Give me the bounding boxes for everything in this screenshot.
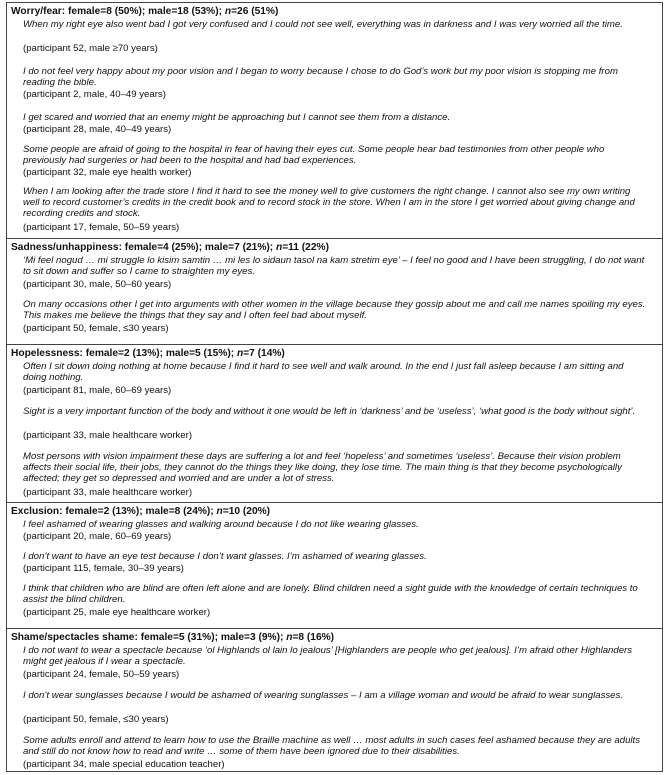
section-hopelessness	[7, 344, 662, 502]
quote-citation: (participant 32, male eye health worker)	[23, 167, 192, 178]
n-label: n	[224, 6, 232, 17]
quote-citation: (participant 25, male eye healthcare worker)	[23, 607, 211, 618]
total-count: =10 (20%)	[222, 506, 271, 517]
section-header	[11, 506, 270, 518]
total-count: =7 (14%)	[243, 348, 285, 359]
quote-text: I don’t wear sunglasses because I would be ashamed of wearing sunglasses – I am a village woman and would be afraid to wear sunglasses.	[23, 690, 623, 701]
category-label: Worry/fear	[11, 6, 62, 17]
quotes-table	[6, 2, 663, 772]
section-header	[11, 6, 278, 18]
quote-text: I don’t want to have an eye test because I don’t want glasses. I’m ashamed of wearing glasses.	[23, 551, 427, 562]
section-header	[11, 632, 334, 644]
quote-text: ‘Mi feel nogud … mi struggle lo kisim samtin … mi les lo sidaun tasol na kam stretim eye’ – I feel no good and I have been struggling, I do not want to sit down and suffer so I came to straighten my eyes.	[23, 255, 645, 278]
quote-citation: (participant 52, male ≥70 years)	[23, 43, 158, 54]
quote-citation: (participant 20, male, 60–69 years)	[23, 531, 172, 542]
gender-counts: : female=2 (13%); male=8 (24%);	[59, 506, 217, 517]
quote-text: I do not feel very happy about my poor vision and I began to worry because I chose to do God’s work but my poor vision is stopping me from reading the bible.	[23, 66, 618, 89]
category-label: Hopelessness	[11, 348, 80, 359]
quote-text: On many occasions other I get into arguments with other women in the village because they gossip about me and call me names spoiling my eyes. This makes me believe the things that they say and I often feel bad about myself.	[23, 299, 646, 322]
quote-text: I get scared and worried that an enemy might be approaching but I cannot see them from a distance.	[23, 112, 451, 123]
quote-citation: (participant 17, female, 50–59 years)	[23, 222, 180, 233]
n-label: n	[276, 242, 283, 253]
quote-text: When I am looking after the trade store I find it hard to see the money well to give customers the right change. I cannot also see my own writing well to record customer’s credits in the credit book and to record stock in the store. When I am in the store I get worried about giving change and recording credits and stock.	[23, 186, 635, 220]
quote-citation: (participant 50, female, ≤30 years)	[23, 323, 169, 334]
quote-citation: (participant 81, male, 60–69 years)	[23, 385, 172, 396]
n-label: n	[286, 632, 293, 643]
category-label: Exclusion	[11, 506, 60, 517]
section-sadness-unhappiness	[7, 238, 662, 344]
quote-text: I feel ashamed of wearing glasses and walking around because I do not like wearing glasses.	[23, 519, 419, 530]
section-shame-spectacles	[7, 628, 662, 771]
quote-citation: (participant 33, male healthcare worker)	[23, 487, 193, 498]
quote-citation: (participant 28, male, 40–49 years)	[23, 124, 172, 135]
gender-counts: : female=2 (13%); male=5 (15%);	[79, 348, 237, 359]
quote-text: When my right eye also went bad I got very confused and I could not see well, everything was in darkness and I was very worried all the time.	[23, 19, 623, 30]
section-header	[11, 242, 329, 254]
section-worry-fear	[7, 3, 662, 238]
category-label: Shame/spectacles shame	[11, 632, 135, 643]
n-label: n	[236, 348, 244, 359]
section-exclusion	[7, 502, 662, 628]
quote-text: Often I sit down doing nothing at home because I find it hard to see well and walk around. In the end I just fall asleep because I am sitting and doing nothing.	[23, 361, 624, 384]
quote-citation: (participant 34, male special education teacher)	[23, 759, 225, 770]
quote-text: I do not want to wear a spectacle because ‘ol Highlands ol lain lo jealous’ [Highlanders are people who get jealous]. I’m afraid other Highlanders might get jealous if I wear a spectacle.	[23, 645, 633, 668]
total-count: =26 (51%)	[231, 6, 279, 17]
quote-citation: (participant 115, female, 30–39 years)	[23, 563, 184, 574]
quote-citation: (participant 50, female, ≤30 years)	[23, 714, 169, 725]
quote-text: Some people are afraid of going to the hospital in fear of having their eyes cut. Some people hear bad testimonies from other people who previously had surgeries or had been to the hospital and had bad experiences.	[23, 144, 605, 167]
category-label: Sadness/unhappiness	[11, 242, 119, 253]
total-count: =8 (16%)	[292, 632, 335, 643]
gender-counts: : female=5 (31%); male=3 (9%);	[134, 632, 287, 643]
quote-citation: (participant 30, male, 50–60 years)	[23, 279, 172, 290]
quote-text: Most persons with vision impairment these days are suffering a lot and feel ‘hopeless’ and sometimes ‘useless’. Because their vision problem affects their social life, their jobs, they cannot do the things they like doing, they lose time. The main thing is that they become psychologically affected; they get so depressed and worried and are under a lot of stress.	[23, 451, 622, 485]
gender-counts: : female=8 (50%); male=18 (53%);	[61, 6, 225, 17]
quote-text: I think that children who are blind are often left alone and are lonely. Blind children need a sight guide with the knowledge of certain techniques to assist the blind children.	[23, 583, 638, 606]
quote-citation: (participant 24, female, 50–59 years)	[23, 669, 180, 680]
quote-citation: (participant 33, male healthcare worker)	[23, 430, 193, 441]
section-header	[11, 348, 285, 360]
quote-text: Some adults enroll and attend to learn how to use the Braille machine as well … most adults in such cases feel ashamed because they are adults and still do not know how to read and write … some of them have been ignored due to their disabilities.	[23, 735, 641, 758]
gender-counts: : female=4 (25%); male=7 (21%);	[118, 242, 276, 253]
quote-text: Sight is a very important function of the body and without it one would be left in ‘darkness’ and be ‘useless’, ‘what good is the body without sight’.	[23, 406, 636, 417]
total-count: =11 (22%)	[282, 242, 329, 253]
n-label: n	[216, 506, 223, 517]
quote-citation: (participant 2, male, 40–49 years)	[23, 89, 166, 100]
